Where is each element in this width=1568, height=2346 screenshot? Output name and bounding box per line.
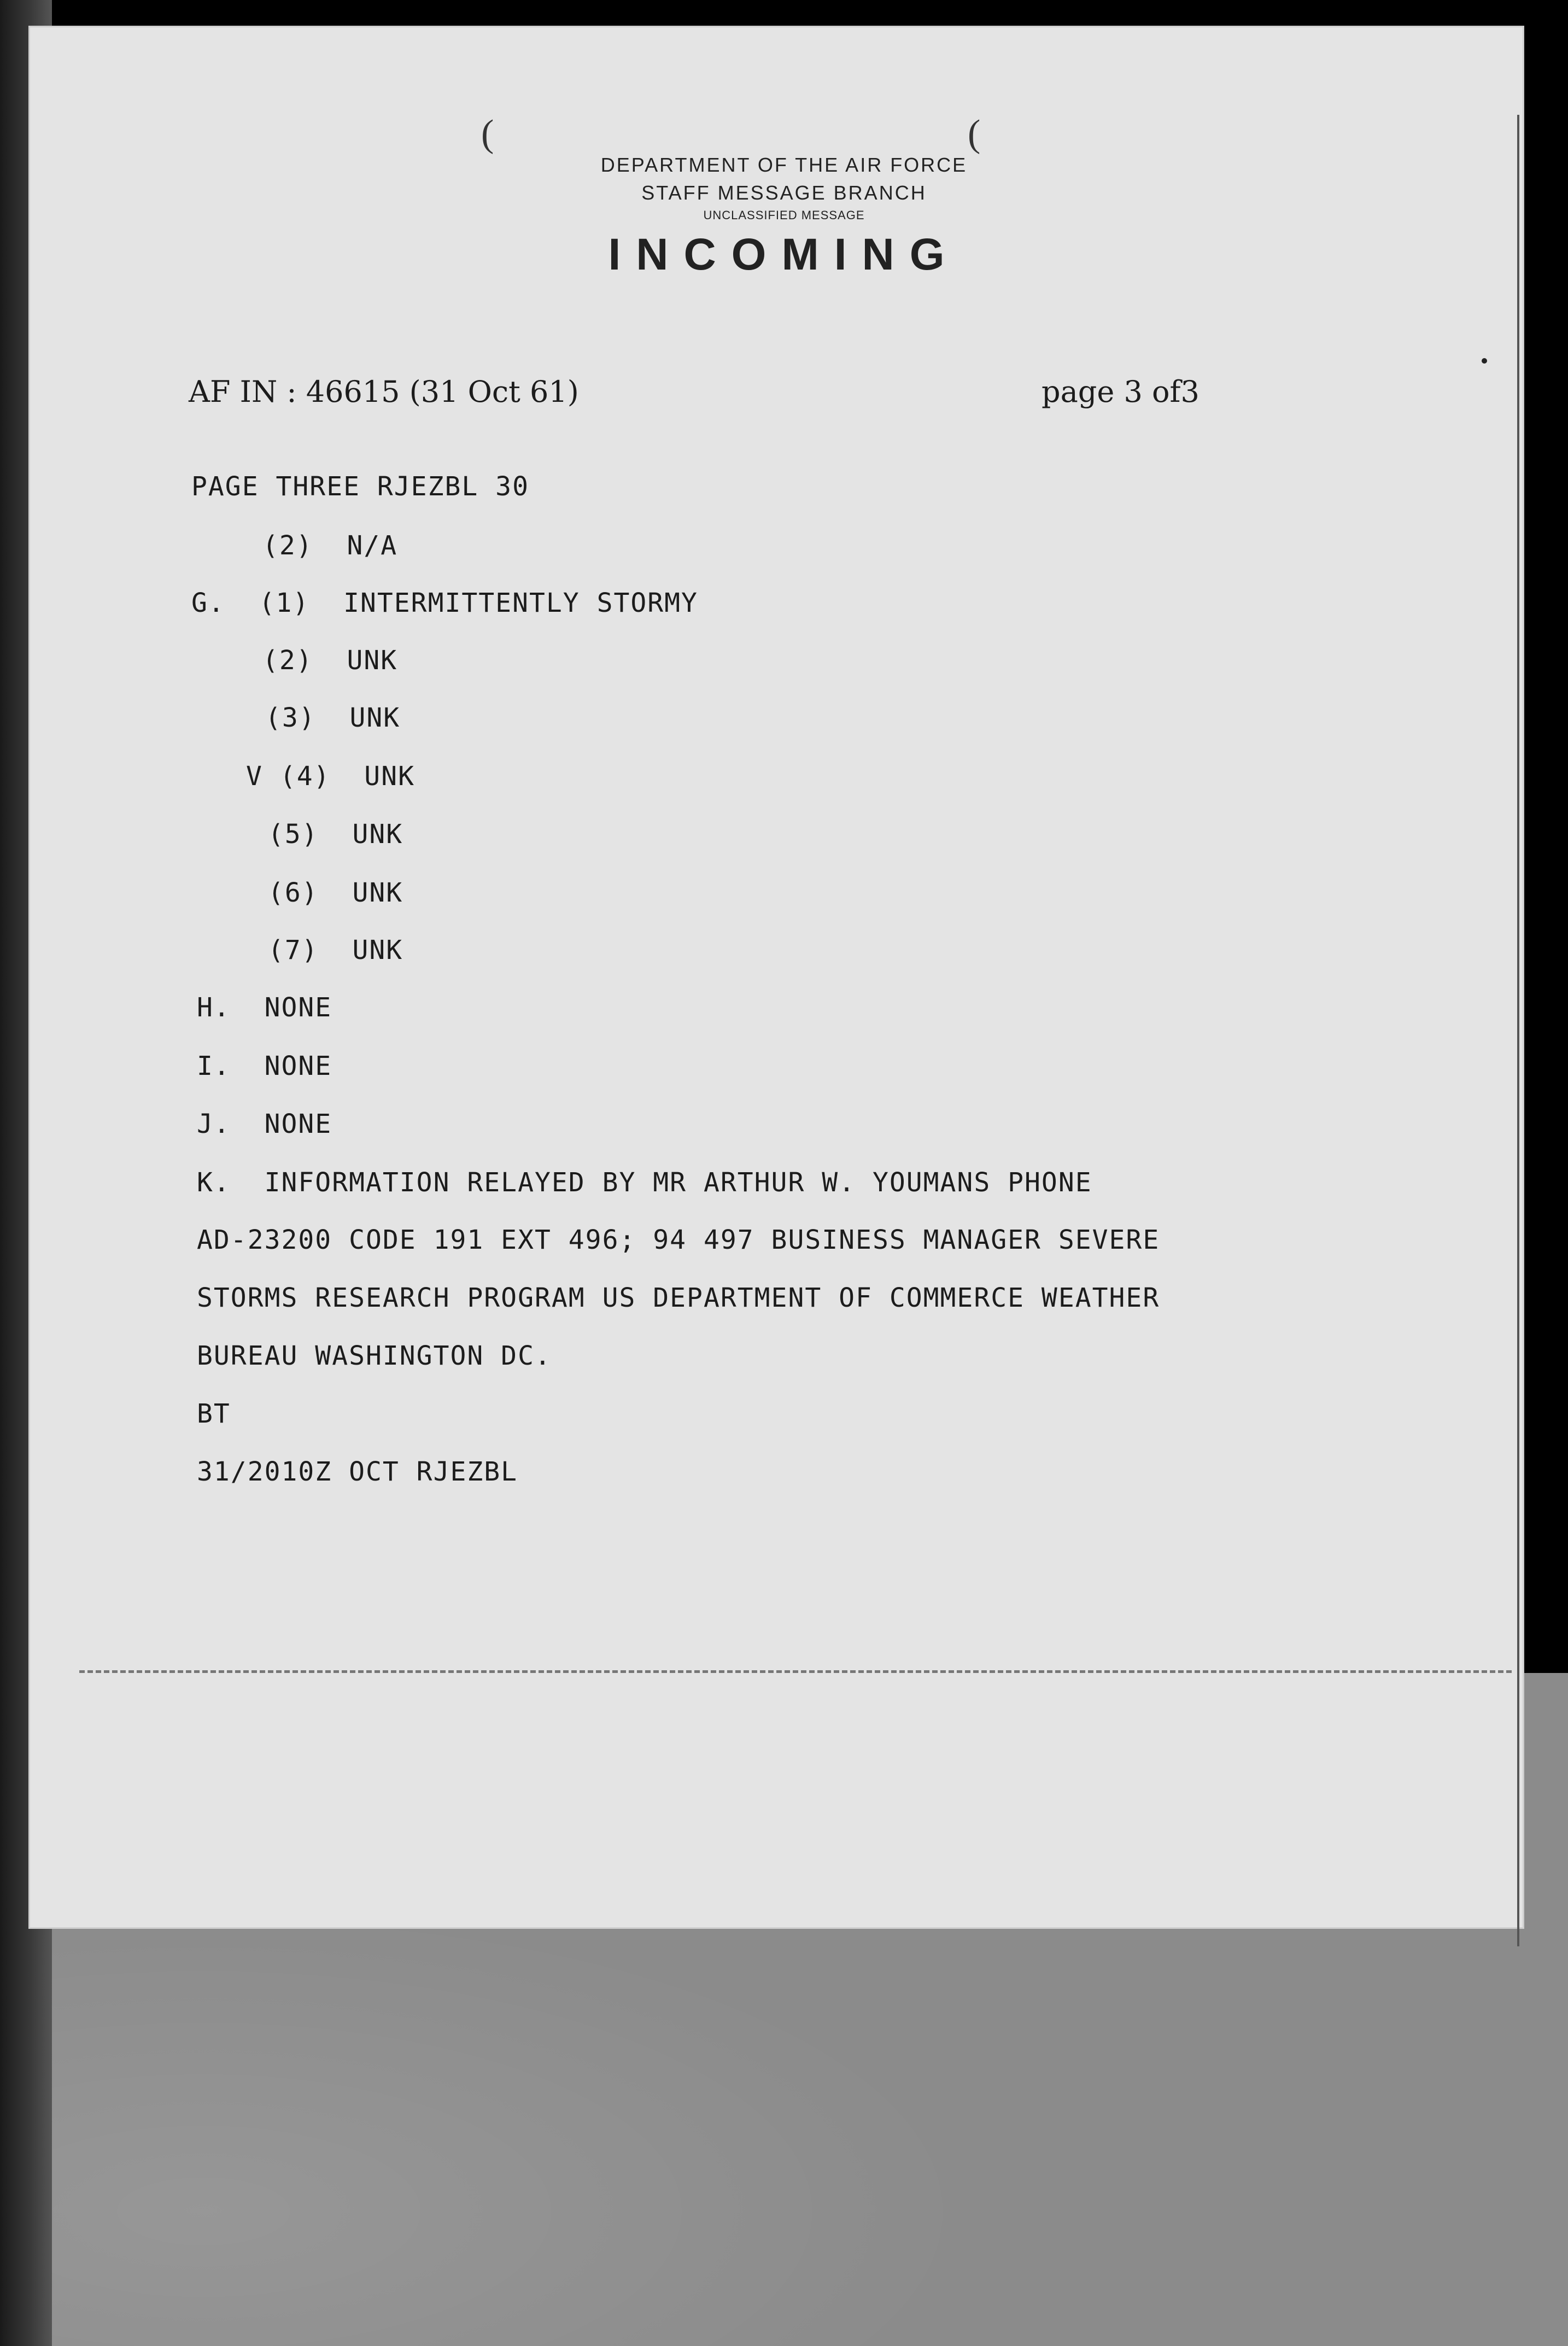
message-line: (6) UNK [268, 877, 403, 908]
message-line: AD-23200 CODE 191 EXT 496; 94 497 BUSINESS MANAGER SEVERE [197, 1225, 1160, 1255]
message-line: V (4) UNK [246, 761, 415, 792]
message-line: STORMS RESEARCH PROGRAM US DEPARTMENT OF COMMERCE WEATHER [197, 1283, 1160, 1313]
department-line: DEPARTMENT OF THE AIR FORCE [600, 154, 968, 176]
punch-mark-left: ( [481, 113, 494, 155]
message-line: K. INFORMATION RELAYED BY MR ARTHUR W. YOUMANS PHONE [197, 1167, 1092, 1198]
message-header [0, 150, 1568, 285]
message-line: 31/2010Z OCT RJEZBL [197, 1456, 518, 1487]
message-line: (7) UNK [268, 935, 403, 966]
message-line: (2) N/A [262, 530, 398, 561]
classification-line: UNCLASSIFIED MESSAGE [703, 208, 865, 222]
message-line: (5) UNK [268, 819, 403, 850]
speck [1482, 358, 1487, 364]
message-paper [30, 27, 1523, 1927]
message-line: BUREAU WASHINGTON DC. [197, 1341, 552, 1371]
message-line: (2) UNK [262, 645, 398, 676]
message-line: J. NONE [197, 1109, 332, 1139]
paper-edge-line [1517, 115, 1519, 1946]
punch-mark-right: ( [968, 113, 981, 155]
message-line: H. NONE [197, 992, 332, 1023]
page-number: page 3 of3 [1042, 375, 1200, 409]
message-line: I. NONE [197, 1051, 332, 1081]
message-line: PAGE THREE RJEZBL 30 [191, 471, 529, 502]
af-in-reference: AF IN : 46615 (31 Oct 61) [189, 375, 579, 409]
tear-line [79, 1670, 1512, 1673]
message-line: BT [197, 1399, 231, 1429]
branch-line: STAFF MESSAGE BRANCH [641, 182, 927, 204]
incoming-title: INCOMING [608, 230, 960, 279]
message-line: G. (1) INTERMITTENTLY STORMY [191, 588, 698, 618]
message-line: (3) UNK [265, 703, 401, 733]
